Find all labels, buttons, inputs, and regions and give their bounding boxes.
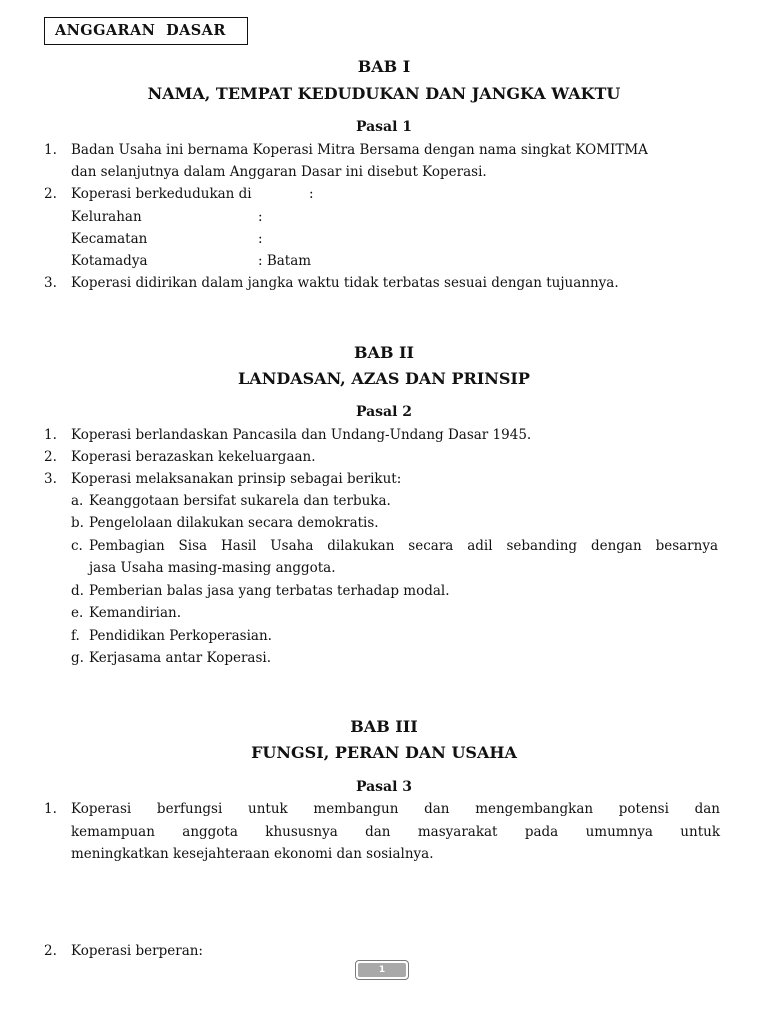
principle-text: Pembagian Sisa Hasil Usaha dilakukan secara adil sebanding dengan besarnya [89,538,718,554]
principle-text: Pendidikan Perkoperasian. [89,628,272,644]
document-label: ANGGARAN DASAR [44,17,248,45]
pasal3-title: Pasal 3 [355,779,413,795]
item-text-continuation: meningkatkan kesejahteraan ekonomi dan sosialnya. [71,846,434,862]
bab2-subtitle: LANDASAN, AZAS DAN PRINSIP [238,369,530,388]
principle-text: Keanggotaan bersifat sukarela dan terbuka. [89,493,391,509]
page-number: 1 [358,963,406,977]
page-number-badge [355,960,409,980]
address-label: Kecamatan [71,231,148,247]
address-value: : [258,231,263,247]
principle-text-continuation: jasa Usaha masing-masing anggota. [89,560,336,576]
item-text-continuation: kemampuan anggota khususnya dan masyarakat pada umumnya untuk [71,824,720,840]
address-label: Kelurahan [71,209,142,225]
bab1-title: BAB I [357,57,411,76]
bab1-subtitle: NAMA, TEMPAT KEDUDUKAN DAN JANGKA WAKTU [147,84,621,103]
principle-letter: f. [71,628,80,644]
item-text: Koperasi berkedudukan di [71,186,252,202]
principle-text: Kemandirian. [89,605,182,621]
item-text: dan selanjutnya dalam Anggaran Dasar ini disebut Koperasi. [71,164,487,180]
item-number: 2. [44,186,57,202]
pasal1-title: Pasal 1 [355,119,413,135]
bab3-subtitle: FUNGSI, PERAN DAN USAHA [251,743,517,762]
item-text: Koperasi berfungsi untuk membangun dan mengembangkan potensi dan [71,801,720,817]
item-number: 3. [44,275,57,291]
item-text: Koperasi didirikan dalam jangka waktu tidak terbatas sesuai dengan tujuannya. [71,275,619,291]
address-value: : Batam [258,253,312,269]
principle-letter: c. [71,538,83,554]
item-number: 3. [44,471,57,487]
principle-letter: e. [71,605,84,621]
address-value: : [258,209,263,225]
item-text: Koperasi berperan: [71,943,203,959]
item-number: 1. [44,801,57,817]
address-label: Kotamadya [71,253,148,269]
principle-letter: g. [71,650,84,666]
principle-text: Kerjasama antar Koperasi. [89,650,271,666]
bab2-title: BAB II [354,343,414,362]
item-number: 1. [44,142,57,158]
principle-text: Pemberian balas jasa yang terbatas terhadap modal. [89,583,450,599]
principle-letter: d. [71,583,84,599]
item-text: Badan Usaha ini bernama Koperasi Mitra Bersama dengan nama singkat KOMITMA [71,142,648,158]
item-text: Koperasi berazaskan kekeluargaan. [71,449,316,465]
pasal2-title: Pasal 2 [355,404,413,420]
item-number: 2. [44,449,57,465]
item-colon: : [309,186,314,202]
principle-text: Pengelolaan dilakukan secara demokratis. [89,515,379,531]
principle-letter: a. [71,493,84,509]
bab3-title: BAB III [350,717,418,736]
item-text: Koperasi berlandaskan Pancasila dan Undang-Undang Dasar 1945. [71,427,532,443]
item-text: Koperasi melaksanakan prinsip sebagai berikut: [71,471,402,487]
item-number: 2. [44,943,57,959]
item-number: 1. [44,427,57,443]
principle-letter: b. [71,515,84,531]
